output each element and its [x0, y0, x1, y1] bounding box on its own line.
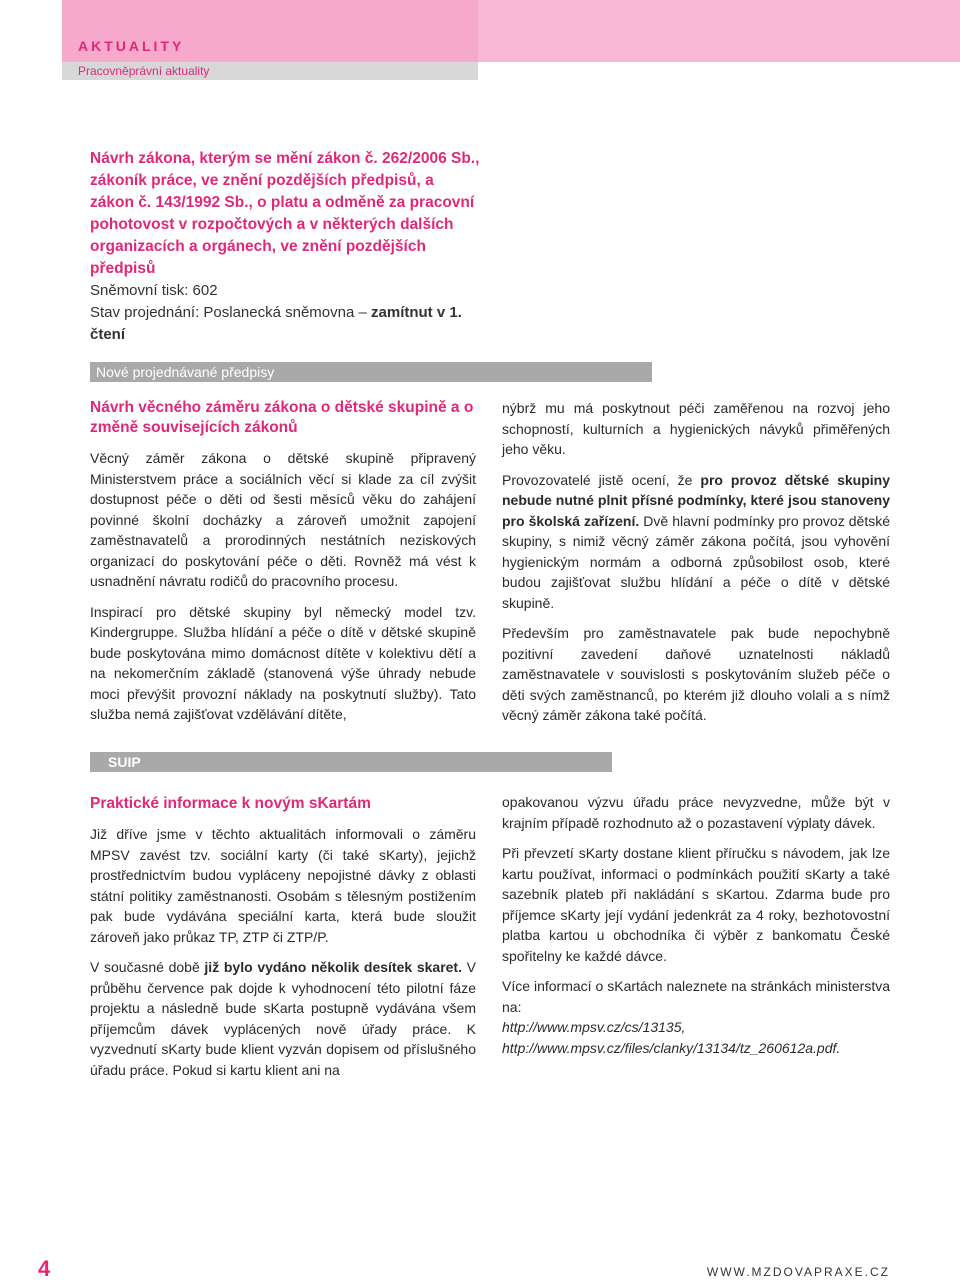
- header-subtitle: Pracovněprávní aktuality: [78, 64, 210, 78]
- suip-right-paragraph-1: opakovanou výzvu úřadu práce nevyzvedne, může být v krajním případě rozhodnuto až o pozastavení výplaty dávek.: [502, 794, 890, 831]
- new-left-paragraph-2: Inspirací pro dětské skupiny byl německý model tzv. Kindergruppe. Služba hlídání a péče o dítě v dětské skupině bude poskytována mimo domácnost dítěte v kolektivu dětí a na nekomerčním základě (stanovená výše úhrady nebude moci převýšit provozní náklady na poskytnutí služby). Tato služba nemá zajišťovat vzdělávání dítěte,: [90, 603, 476, 722]
- new-section-heading: Návrh věcného záměru zákona o dětské skupině a o změně souvisejících zákonů: [90, 399, 474, 436]
- page-number: 4: [38, 1256, 51, 1281]
- new-right-column: [502, 398, 890, 736]
- new-right-paragraph-3: Především pro zaměstnavatele pak bude nepochybně pozitivní zavedení daňové uznatelnosti nákladů zaměstnavatele v souvislosti s poskytováním služeb péče o děti svých zaměstnanců, po kterém již dlouho volali a s nímž věcný záměr zákona také počítá.: [502, 625, 890, 723]
- new-left-column: [90, 398, 476, 735]
- intro-status: [90, 302, 480, 346]
- intro-status-prefix: Stav projednání: Poslanecká sněmovna –: [90, 304, 372, 321]
- new-right-paragraph-1: nýbrž mu má poskytnout péči zaměřenou na rozvoj jeho schopností, kulturních a hygienických návyků přiměřených jeho věku.: [502, 400, 890, 457]
- suip-left-p2-text-a: V současné době: [90, 959, 205, 975]
- new-right-paragraph-2: [502, 470, 890, 614]
- new-right-p2-bold: pro provoz dětské skupiny nebude nutné plnit přísné podmínky, které jsou stanoveny pro školská zařízení.: [502, 471, 890, 529]
- intro-block: [90, 148, 480, 346]
- suip-right-p3-text: Více informací o sKartách naleznete na stránkách ministerstva na:: [502, 978, 890, 1015]
- suip-left-p2-bold: již bylo vydáno několik desítek skaret.: [204, 959, 462, 975]
- suip-right-paragraph-2: Při převzetí sKarty dostane klient příručku s návodem, jak lze kartu používat, informaci o podmínkách použití sKarty a také sazebník plateb při nakládání s sKartou. Zdarma bude pro příjemce sKarty její vydání jedenkrát za 4 roky, bezhotovostní platba kartou u obchodníka či výběr z bankomatu České spořitelny ke každé dávce.: [502, 845, 890, 964]
- suip-section-heading: Praktické informace k novým sKartám: [90, 795, 371, 812]
- intro-print-label: Sněmovní tisk: 602: [90, 282, 218, 299]
- intro-title: Návrh zákona, kterým se mění zákon č. 262/2006 Sb., zákoník práce, ve znění pozdějších předpisů, a zákon č. 143/1992 Sb., o platu a odměně za pracovní pohotovost v rozpočtových a v některých dalších organizacích a orgánech, ve znění pozdějších předpisů: [90, 150, 480, 277]
- suip-link-2[interactable]: http://www.mpsv.cz/files/clanky/13134/tz_260612a.pdf.: [502, 1039, 841, 1056]
- new-left-paragraph-1: Věcný záměr zákona o dětské skupině připravený Ministerstvem práce a sociálních věcí si klade za cíl zvýšit dostupnost péče o děti od šesti měsíců věku do zahájení povinné školní docházky a zároveň umožnit zapojení zaměstnavatelů a prorodinných nestátních neziskových organizací do poskytování péče o děti. Rovněž má vést k usnadnění návratu rodičů do pracovního procesu.: [90, 450, 476, 589]
- suip-left-paragraph-2: [90, 957, 476, 1080]
- suip-right-column: [502, 792, 890, 1068]
- intro-status-value: zamítnut v 1. čtení: [90, 304, 462, 343]
- suip-left-paragraph-1: Již dříve jsme v těchto aktualitách informovali o záměru MPSV zavést tzv. sociální karty (či také sKarty), jejichž prostřednictvím budou vypláceny nepojistné dávky z oblasti státní politiky zaměstnanosti. Osobám s tělesným postižením pak bude vydávána speciální karta, která bude sloužit zároveň jako průkaz TP, ZTP či ZTP/P.: [90, 826, 476, 945]
- suip-right-paragraph-3: [502, 976, 890, 1058]
- section-bar-new-regulations: Nové projednávané předpisy: [90, 362, 652, 382]
- new-right-p2-text-a: Provozovatelé jistě ocení, že: [502, 471, 701, 488]
- footer-website[interactable]: WWW.MZDOVAPRAXE.CZ: [706, 1265, 890, 1279]
- suip-left-column: [90, 794, 476, 1090]
- suip-link-1[interactable]: http://www.mpsv.cz/cs/13135,: [502, 1019, 686, 1035]
- suip-left-p2-text-b: V průběhu července pak dojde k vyhodnocení této pilotní fáze projektu a následně bude sKarta postupně vydávána všem příjemcům dávek vyplácených nově úřady práce. K vyzvednutí sKarty bude klient vyzván dopisem od příslušného úřadu práce. Pokud si kartu klient ani na: [90, 959, 476, 1078]
- new-right-p2-text-b: Dvě hlavní podmínky pro provoz dětské skupiny, s nimiž věcný záměr zákona počítá, jsou vyhovění hygienickým normám a odborná způsobilost osob, které budou zajišťovat službu hlídání a péče o dítě v dětské skupině.: [502, 512, 890, 611]
- section-bar-suip: SUIP: [90, 752, 612, 772]
- header-title: AKTUALITY: [78, 38, 185, 54]
